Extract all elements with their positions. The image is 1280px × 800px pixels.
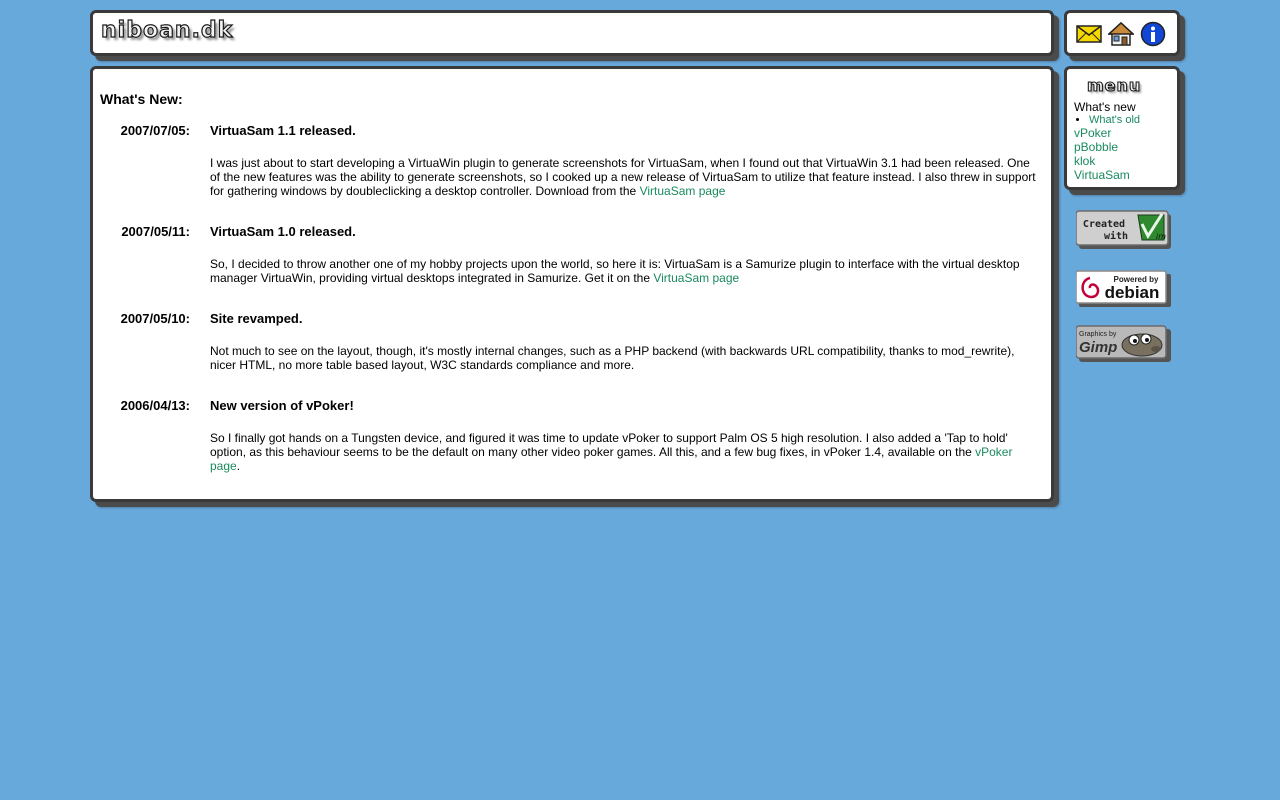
news-body	[210, 156, 1040, 198]
gimp-badge-small: Graphics by	[1079, 331, 1117, 338]
menu-list	[1074, 100, 1140, 182]
news-body-text: I was just about to start developing a VirtuaWin plugin to generate screenshots for VirtuaSam, when I found out that VirtuaWin 3.1 had been released. One of the new features was the ability to generate screenshots, so I cooked up a new release of VirtuaSam to utilize that feature instead. I also threw in support for gathering windows by doubleclicking a desktop controller. Download from the	[210, 156, 1036, 198]
vpoker-page-link[interactable]: vPoker page	[210, 445, 1013, 473]
section-title: What's New:	[100, 91, 183, 107]
powered-by-debian-badge[interactable]	[1076, 270, 1172, 308]
news-body-text: So I finally got hands on a Tungsten device, and figured it was time to update vPoker to support Palm OS 5 high resolution. I also added a 'Tap to hold' option, as this behaviour seems to be the default on many other video poker games. All this, and a few bug fixes, in vPoker 1.4, available on the	[210, 431, 1008, 459]
news-title: VirtuaSam 1.0 released.	[210, 224, 356, 239]
home-icon[interactable]	[1108, 21, 1134, 47]
svg-text:im: im	[1156, 232, 1167, 241]
news-item	[100, 311, 1040, 398]
mail-icon[interactable]	[1076, 21, 1102, 47]
news-date: 2007/07/05:	[120, 123, 190, 138]
news-date: 2007/05/11:	[121, 224, 190, 239]
news-body-text: So, I decided to throw another one of my hobby projects upon the world, so here it is: VirtuaSam is a Samurize plugin to interface with the virtual desktop manager VirtuaWin, providing virtual desktops integrated in Samurize. Get it on the	[210, 257, 1020, 285]
menu-item-whats-new: What's new	[1074, 100, 1136, 114]
menu-sub-item	[1089, 114, 1140, 126]
debian-badge-top: Powered by	[1113, 275, 1159, 284]
debian-badge-main: debian	[1104, 283, 1160, 302]
news-body-text: Not much to see on the layout, though, it's mostly internal changes, such as a PHP backend (with backwards URL compatibility, thanks to mod_rewrite), nicer HTML, no more table based layout, W3C standards compliance and more.	[210, 344, 1015, 372]
graphics-by-gimp-badge[interactable]	[1076, 325, 1172, 363]
news-body	[210, 344, 1040, 372]
vim-badge-line2: with	[1103, 231, 1129, 242]
news-body	[210, 257, 1040, 285]
site-logo[interactable]: niboan.dk	[101, 18, 234, 43]
gimp-mascot-icon	[1122, 334, 1162, 356]
virtuasam-page-link[interactable]: VirtuaSam page	[653, 271, 740, 285]
menu-item-whats-old[interactable]: What's old	[1089, 114, 1141, 126]
news-item	[100, 123, 1040, 224]
news-title: VirtuaSam 1.1 released.	[210, 123, 356, 138]
news-date: 2007/05/10:	[120, 311, 190, 326]
menu-sub-list	[1074, 114, 1140, 126]
header-panel	[90, 10, 1054, 56]
news-body-tail: .	[236, 459, 241, 473]
info-icon[interactable]	[1140, 21, 1166, 47]
news-item	[100, 224, 1040, 311]
gimp-badge-main: Gimp	[1079, 339, 1118, 356]
news-body	[210, 431, 1040, 473]
menu-panel	[1064, 66, 1180, 190]
news-title: New version of vPoker!	[210, 398, 354, 413]
news-date: 2006/04/13:	[120, 398, 190, 413]
menu-title: menu	[1087, 76, 1142, 95]
news-panel	[90, 66, 1054, 502]
menu-item-klok[interactable]: klok	[1074, 154, 1096, 168]
header-icons-panel	[1064, 10, 1180, 56]
news-list	[100, 123, 1040, 499]
menu-item-pbobble[interactable]: pBobble	[1074, 140, 1119, 154]
vim-logo-icon	[1138, 214, 1166, 241]
virtuasam-page-link[interactable]: VirtuaSam page	[639, 184, 726, 198]
menu-item-virtuasam[interactable]: VirtuaSam	[1074, 168, 1130, 182]
vim-badge-line1: Created	[1082, 219, 1126, 230]
news-title: Site revamped.	[210, 311, 303, 326]
created-with-vim-badge[interactable]	[1076, 210, 1172, 250]
news-item	[100, 398, 1040, 499]
menu-item-vpoker[interactable]: vPoker	[1074, 126, 1112, 140]
